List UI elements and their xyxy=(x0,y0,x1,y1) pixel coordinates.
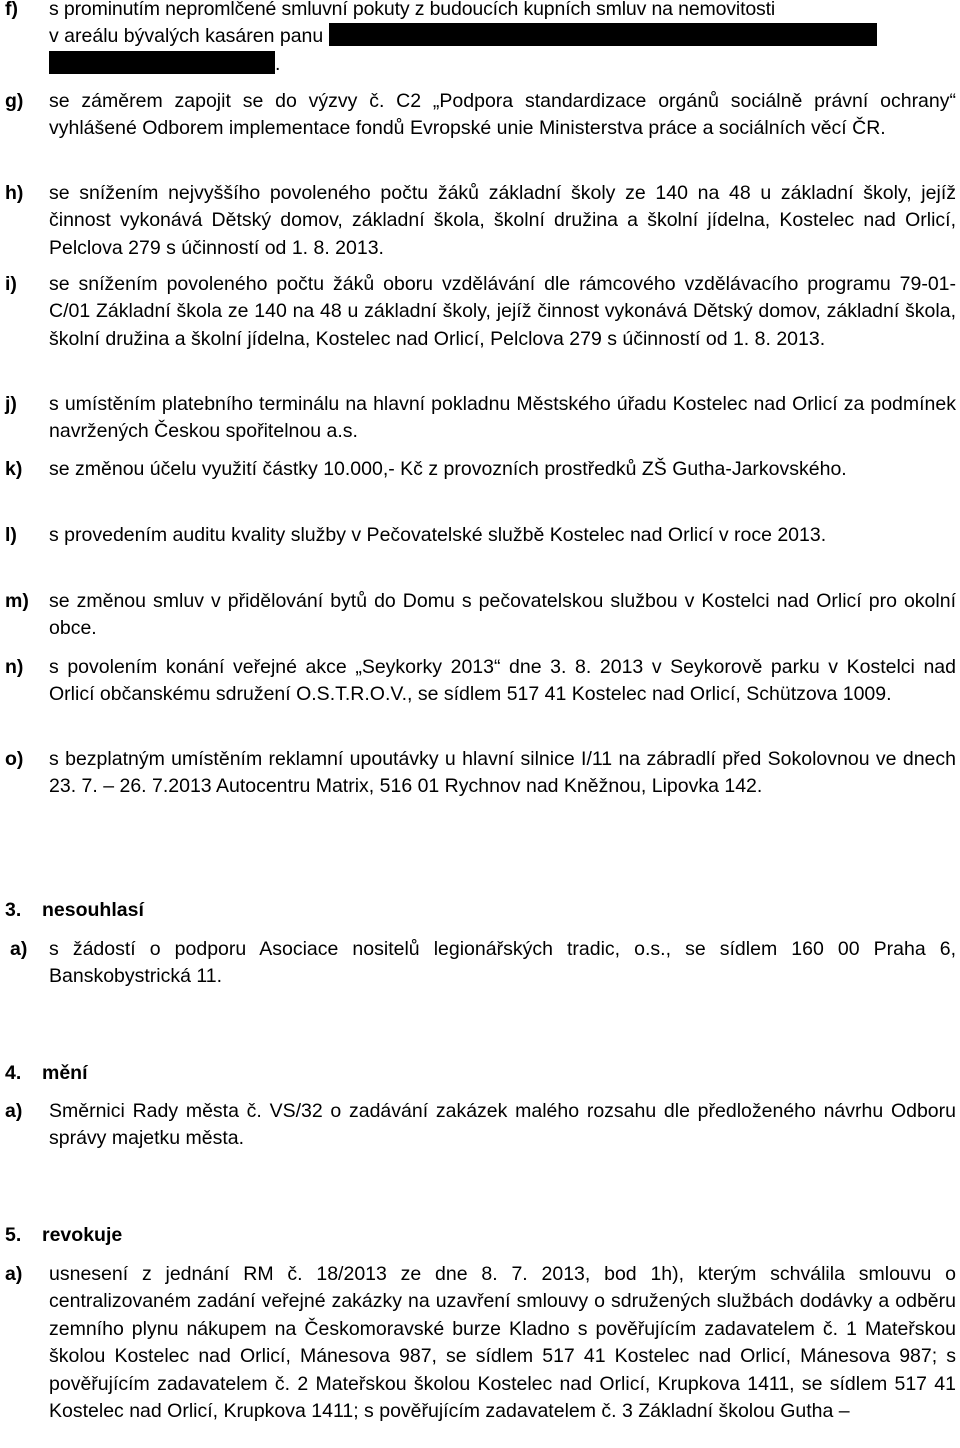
section-number: 3. xyxy=(5,899,22,921)
item-letter: j) xyxy=(5,393,17,415)
item-text xyxy=(49,0,956,78)
item-letter: a) xyxy=(10,938,28,960)
resolution-item-o xyxy=(0,746,956,801)
item-letter: m) xyxy=(5,590,29,612)
item-text-line xyxy=(49,23,956,50)
resolution-item-g xyxy=(0,88,956,143)
section-title: revokuje xyxy=(42,1224,123,1246)
resolution-item-l xyxy=(0,522,956,549)
resolution-item-n xyxy=(0,654,956,709)
item-text-line: s prominutím nepromlčené smluvní pokuty z budoucích kupních smluv na nemovitosti xyxy=(49,0,776,20)
item-letter: g) xyxy=(5,90,24,112)
item-text: s provedením auditu kvality služby v Pečovatelské službě Kostelec nad Orlicí v roce 2013. xyxy=(49,524,827,546)
item-letter: f) xyxy=(5,0,18,20)
item-text: Směrnici Rady města č. VS/32 o zadávání zakázek malého rozsahu dle předloženého návrhu Odboru správy majetku města. xyxy=(49,1100,956,1150)
item-letter: l) xyxy=(5,524,17,546)
item-text: s bezplatným umístěním reklamní upoutávky u hlavní silnice I/11 na zábradlí před Sokolovnou ve dnech 23. 7. – 26. 7.2013 Autocentru Matrix, 516 01 Rychnov nad Kněžnou, Lipovka 142. xyxy=(49,748,956,798)
item-text-line xyxy=(49,51,956,78)
item-text-fragment: v areálu bývalých kasáren panu xyxy=(49,25,324,48)
item-text: se záměrem zapojit se do výzvy č. C2 „Podpora standardizace orgánů sociálně právní ochrany“ vyhlášené Odborem implementace fondů Evropské unie Ministerstva práce a sociálních věcí ČR. xyxy=(49,90,956,140)
section-heading-3 xyxy=(5,897,144,924)
resolution-item-j xyxy=(0,391,956,446)
section-number: 4. xyxy=(5,1062,22,1084)
section-title: nesouhlasí xyxy=(42,899,144,921)
resolution-item-h xyxy=(0,180,956,262)
section-heading-4 xyxy=(5,1060,88,1087)
item-text: se změnou účelu využití částky 10.000,- Kč z provozních prostředků ZŠ Gutha-Jarkovského. xyxy=(49,458,847,480)
section-title: mění xyxy=(42,1062,88,1084)
resolution-item-i xyxy=(0,271,956,353)
item-text: s povolením konání veřejné akce „Seykorky 2013“ dne 3. 8. 2013 v Seykorově parku v Kostelci nad Orlicí občanskému sdružení O.S.T.R.O.V., se sídlem 517 41 Kostelec nad Orlicí, Schützova 1009. xyxy=(49,656,956,706)
section-4-item-a xyxy=(0,1098,956,1153)
item-letter: o) xyxy=(5,748,24,770)
item-text: s žádostí o podporu Asociace nositelů legionářských tradic, o.s., se sídlem 160 00 Praha 6, Banskobystrická 11. xyxy=(49,938,956,988)
redaction-bar xyxy=(329,23,877,46)
item-text: se snížením povoleného počtu žáků oboru vzdělávání dle rámcového vzdělávacího programu 79-01-C/01 Základní škola ze 140 na 48 u základní školy, jejíž činnost vykonává Dětský domov, základní škola, školní družina a školní jídelna, Kostelec nad Orlicí, Pelclova 279 s účinností od 1. 8. 2013. xyxy=(49,273,956,350)
resolution-item-f xyxy=(0,0,956,78)
section-number: 5. xyxy=(5,1224,22,1246)
item-text: s umístěním platebního terminálu na hlavní pokladnu Městského úřadu Kostelec nad Orlicí za podmínek navržených Českou spořitelnou a.s. xyxy=(49,393,956,443)
item-letter: k) xyxy=(5,458,23,480)
item-letter: h) xyxy=(5,182,24,204)
item-text: usnesení z jednání RM č. 18/2013 ze dne 8. 7. 2013, bod 1h), kterým schválila smlouvu o centralizovaném zadání veřejné zakázky na uzavření smlouvy o sdružených službách dodávky a odběru zemního plynu nákupem na Českomoravské burze Kladno s pověřujícím zadavatelem č. 1 Mateřskou školou Kostelec nad Orlicí, Mánesova 987, se sídlem 517 41 Kostelec nad Orlicí, Mánesova 987; s pověřujícím zadavatelem č. 2 Mateřskou školou Kostelec nad Orlicí, Krupkova 1411, se sídlem 517 41 Kostelec nad Orlicí, Krupkova 1411; s pověřujícím zadavatelem č. 3 Základní školou Gutha – xyxy=(49,1263,956,1423)
item-text: se změnou smluv v přidělování bytů do Domu s pečovatelskou službou v Kostelci nad Orlicí pro okolní obce. xyxy=(49,590,956,640)
item-letter: a) xyxy=(5,1263,23,1285)
redaction-bar xyxy=(49,51,275,74)
item-letter: i) xyxy=(5,273,17,295)
resolution-item-m xyxy=(0,588,956,643)
resolution-item-k xyxy=(0,456,956,483)
section-heading-5 xyxy=(5,1222,122,1249)
item-letter: n) xyxy=(5,656,24,678)
section-3-item-a xyxy=(0,936,956,991)
item-text-fragment: . xyxy=(275,52,281,75)
item-letter: a) xyxy=(5,1100,23,1122)
item-text: se snížením nejvyššího povoleného počtu žáků základní školy ze 140 na 48 u základní školy, jejíž činnost vykonává Dětský domov, základní škola, školní družina a školní jídelna, Kostelec nad Orlicí, Pelclova 279 s účinností od 1. 8. 2013. xyxy=(49,182,956,259)
section-5-item-a xyxy=(0,1261,956,1425)
